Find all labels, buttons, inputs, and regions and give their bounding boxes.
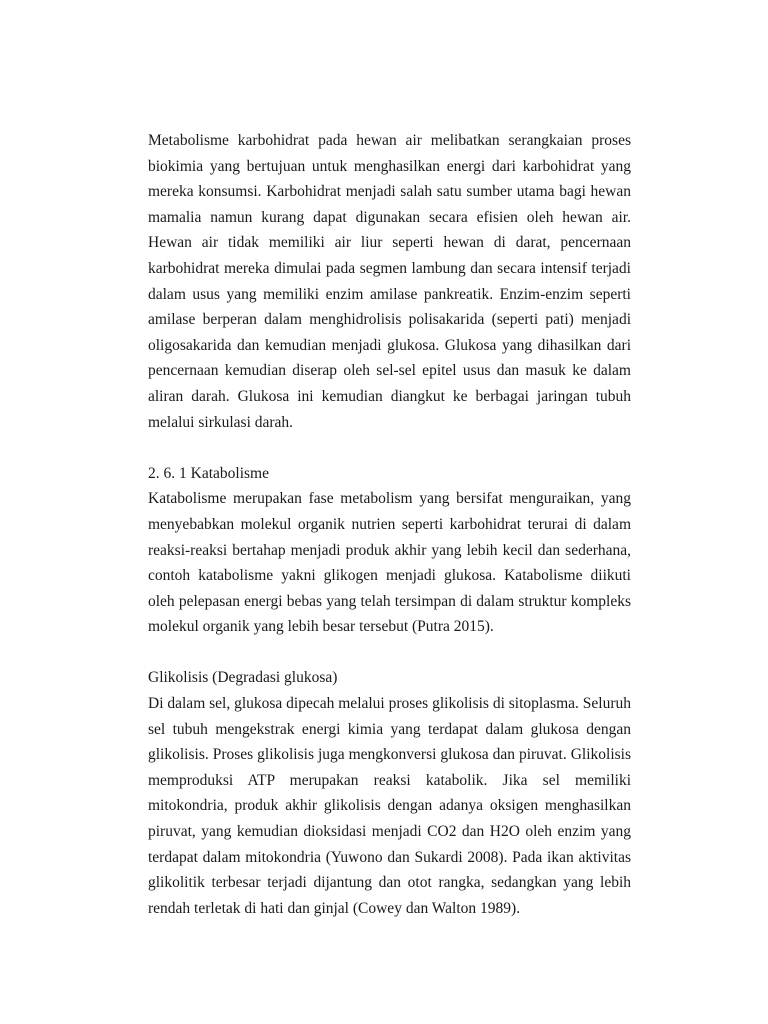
document-body <box>148 128 631 921</box>
paragraph-glikolisis: Di dalam sel, glukosa dipecah melalui proses glikolisis di sitoplasma. Seluruh sel tubuh mengekstrak energi kimia yang terdapat dalam glukosa dengan glikolisis. Proses glikolisis juga mengkonversi glukosa dan piruvat. Glikolisis memproduksi ATP merupakan reaksi katabolik. Jika sel memiliki mitokondria, produk akhir glikolisis dengan adanya oksigen menghasilkan piruvat, yang kemudian dioksidasi menjadi CO2 dan H2O oleh enzim yang terdapat dalam mitokondria (Yuwono dan Sukardi 2008). Pada ikan aktivitas glikolitik terbesar terjadi dijantung dan otot rangka, sedangkan yang lebih rendah terletak di hati dan ginjal (Cowey dan Walton 1989). <box>148 695 632 917</box>
intro-paragraph: Metabolisme karbohidrat pada hewan air melibatkan serangkaian proses biokimia yang bertujuan untuk menghasilkan energi dari karbohidrat yang mereka konsumsi. Karbohidrat menjadi salah satu sumber utama bagi hewan mamalia namun kurang dapat digunakan secara efisien oleh hewan air. Hewan air tidak memiliki air liur seperti hewan di darat, pencernaan karbohidrat mereka dimulai pada segmen lambung dan secara intensif terjadi dalam usus yang memiliki enzim amilase pankreatik. Enzim-enzim seperti amilase berperan dalam menghidrolisis polisakarida (seperti pati) menjadi oligosakarida dan kemudian menjadi glukosa. Glukosa yang dihasilkan dari pencernaan kemudian diserap oleh sel-sel epitel usus dan masuk ke dalam aliran darah. Glukosa ini kemudian diangkut ke berbagai jaringan tubuh melalui sirkulasi darah. <box>148 132 631 431</box>
paragraph-katabolisme: Katabolisme merupakan fase metabolism yang bersifat menguraikan, yang menyebabkan molekul organik nutrien seperti karbohidrat terurai di dalam reaksi-reaksi bertahap menjadi produk akhir yang lebih kecil dan sederhana, contoh katabolisme yakni glikogen menjadi glukosa. Katabolisme diikuti oleh pelepasan energi bebas yang telah tersimpan di dalam struktur kompleks molekul organik yang lebih besar tersebut (Putra 2015). <box>148 490 631 636</box>
section-heading-katabolisme: 2. 6. 1 Katabolisme <box>148 464 269 482</box>
section-heading-glikolisis: Glikolisis (Degradasi glukosa) <box>148 669 338 687</box>
